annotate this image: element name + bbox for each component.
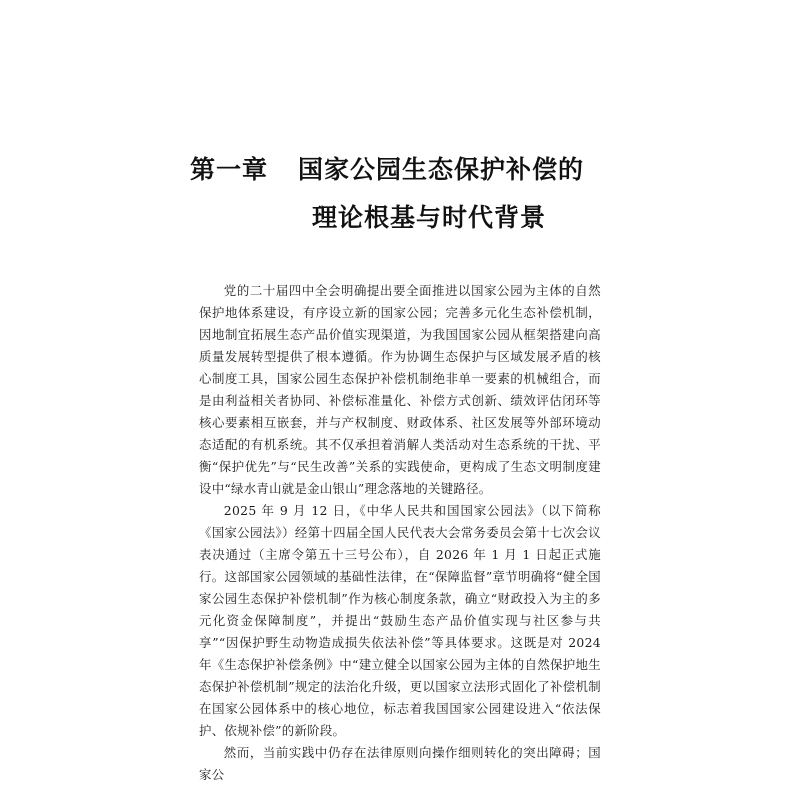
chapter-title xyxy=(190,146,630,242)
chapter-title-line-1: 国家公园生态保护补偿的 xyxy=(298,155,585,184)
body-text xyxy=(199,280,601,786)
paragraph-3: 然而，当前实践中仍存在法律原则向操作细则转化的突出障碍；国家公 xyxy=(199,745,601,782)
chapter-number: 第一章 xyxy=(190,155,269,184)
paragraph-2: 2025 年 9 月 12 日，《中华人民共和国国家公园法》（以下简称《国家公园法》）经第十四届全国人民代表大会常务委员会第十七次会议表决通过（主席令第五十三号公布），自 2026 年 1 月 1 日起正式施行。这部国家公园领域的基础性法律，在“保障监督”章节明确将“健全国家公园生态保护补偿机制”作为核心制度条款，确立“财政投入为主的多元化资金保障制度”，并提出“鼓励生态产品价值实现与社区参与共享”“因保护野生动物造成损失依法补偿”等具体要求。这既是对 2024 年《生态保护补偿条例》中“建立健全以国家公园为主体的自然保护地生态保护补偿机制”规定的法治化升级，更以国家立法形式固化了补偿机制在国家公园体系中的核心地位，标志着我国国家公园建设进入“依法保护、依规补偿”的新阶段。 xyxy=(199,503,601,738)
chapter-title-line-2: 理论根基与时代背景 xyxy=(312,203,547,232)
paragraph-1: 党的二十届四中全会明确提出要全面推进以国家公园为主体的自然保护地体系建设，有序设立新的国家公园；完善多元化生态补偿机制，因地制宜拓展生态产品价值实现渠道，为我国国家公园从框架搭建向高质量发展转型提供了根本遵循。作为协调生态保护与区域发展矛盾的核心制度工具，国家公园生态保护补偿机制绝非单一要素的机械组合，而是由利益相关者协同、补偿标准量化、补偿方式创新、绩效评估闭环等核心要素相互嵌套，并与产权制度、财政体系、社区发展等外部环境动态适配的有机系统。其不仅承担着消解人类活动对生态系统的干扰、平衡“保护优先”与“民生改善”关系的实践使命，更构成了生态文明制度建设中“绿水青山就是金山银山”理念落地的关键路径。 xyxy=(199,283,601,496)
